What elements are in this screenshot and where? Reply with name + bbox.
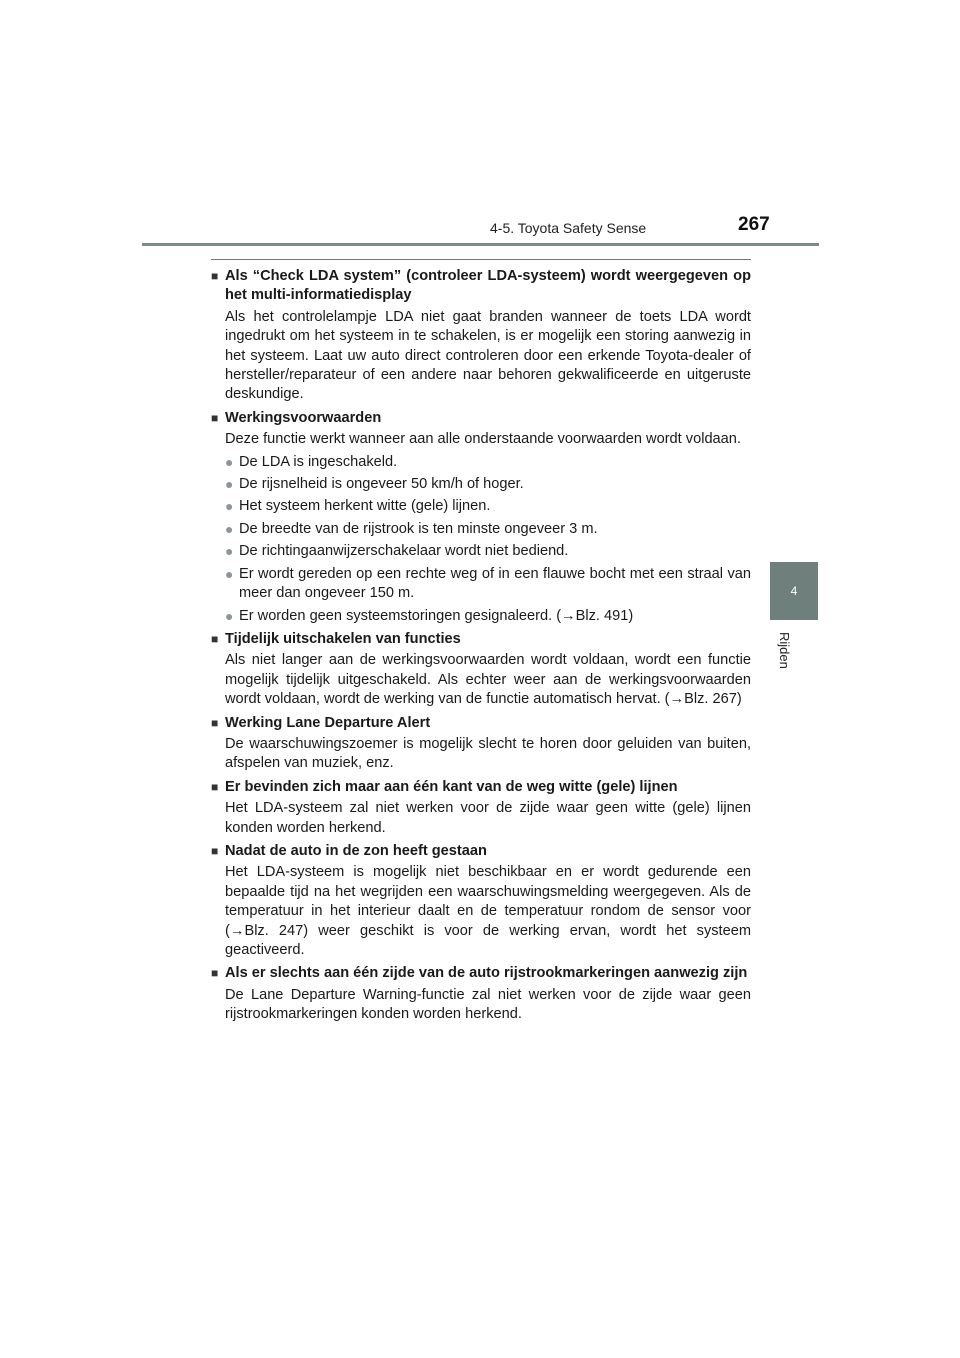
square-bullet-icon: ■ <box>211 410 219 425</box>
section-title: Nadat de auto in de zon heeft gestaan <box>225 842 487 859</box>
section-text: Als niet langer aan de werkingsvoorwaarden wordt voldaan, wordt een functie mogelijk tijdelijk uitgeschakeld. Als echter weer aan de werkingsvoorwaarden wordt voldaan, wordt de werking van de functie automatisch hervat. (→Blz. 267) <box>225 652 751 708</box>
section-item <box>211 964 751 1024</box>
header-section-title: 4-5. Toyota Safety Sense <box>490 220 647 236</box>
dot-bullet-icon: ● <box>225 607 234 624</box>
list-item: ● De breedte van de rijstrook is ten minste ongeveer 3 m. <box>225 520 751 539</box>
list-item: ● De richtingaanwijzerschakelaar wordt niet bediend. <box>225 542 751 561</box>
square-bullet-icon: ■ <box>211 269 219 283</box>
header-divider <box>142 243 819 246</box>
dot-bullet-icon: ● <box>225 498 234 515</box>
chapter-tab-number: 4 <box>790 584 798 598</box>
content-divider <box>211 259 751 260</box>
square-bullet-icon: ■ <box>211 631 219 646</box>
list-item: ● Er wordt gereden op een rechte weg of in een flauwe bocht met een straal van meer dan ongeveer 150 m. <box>225 565 751 604</box>
section-title: Werkingsvoorwaarden <box>225 409 382 426</box>
dot-bullet-icon: ● <box>225 476 234 493</box>
section-item <box>211 778 751 838</box>
list-item: ● Het systeem herkent witte (gele) lijnen. <box>225 497 751 516</box>
chapter-tab[interactable] <box>770 562 818 620</box>
section-text: De waarschuwingszoemer is mogelijk slecht te horen door geluiden van buiten, afspelen van muziek, enz. <box>225 735 751 772</box>
section-text: De Lane Departure Warning-functie zal niet werken voor de zijde waar geen rijstrookmarkeringen konden worden herkend. <box>225 986 751 1023</box>
list-item: ● De LDA is ingeschakeld. <box>225 453 751 472</box>
section-title: Als “Check LDA system” (controleer LDA-systeem) wordt weergegeven op het multi-informatiedisplay <box>225 268 751 304</box>
section-item <box>211 267 751 405</box>
dot-bullet-icon: ● <box>225 565 234 582</box>
section-item <box>211 409 751 626</box>
list-item: ● De rijsnelheid is ongeveer 50 km/h of hoger. <box>225 475 751 494</box>
section-title: Tijdelijk uitschakelen van functies <box>225 630 461 647</box>
square-bullet-icon: ■ <box>211 715 219 730</box>
section-text: Deze functie werkt wanneer aan alle onderstaande voorwaarden wordt voldaan. <box>225 431 741 448</box>
section-title: Werking Lane Departure Alert <box>225 714 431 731</box>
section-item <box>211 630 751 710</box>
section-title: Als er slechts aan één zijde van de auto rijstrookmarkeringen aanwezig zijn <box>225 965 748 982</box>
chapter-tab-label: Rijden <box>777 632 792 669</box>
dot-bullet-icon: ● <box>225 520 234 537</box>
square-bullet-icon: ■ <box>211 779 219 794</box>
section-text: Het LDA-systeem is mogelijk niet beschikbaar en er wordt gedurende een bepaalde tijd na het wegrijden een waarschuwingsmelding weergegeven. Als de temperatuur in het interieur daalt en de temperatuur rondom de sensor voor (→Blz. 247) weer geschikt is voor de werking ervan, wordt het systeem geactiveerd. <box>225 864 751 958</box>
section-text: Het LDA-systeem zal niet werken voor de zijde waar geen witte (gele) lijnen konden worden herkend. <box>225 800 751 836</box>
section-text: Als het controlelampje LDA niet gaat branden wanneer de toets LDA wordt ingedrukt om het systeem in te schakelen, is er mogelijk een storing aanwezig in het systeem. Laat uw auto direct controleren door een erkende Toyota-dealer of hersteller/reparateur of een andere naar behoren gekwalificeerde en uitgeruste deskundige. <box>225 308 751 403</box>
square-bullet-icon: ■ <box>211 966 219 981</box>
page-content <box>211 263 751 1025</box>
page-number: 267 <box>738 214 770 235</box>
section-item <box>211 714 751 774</box>
square-bullet-icon: ■ <box>211 843 219 858</box>
list-item: ● Er worden geen systeemstoringen gesignaleerd. (→Blz. 491) <box>225 607 751 626</box>
section-item <box>211 842 751 960</box>
dot-bullet-icon: ● <box>225 453 234 470</box>
section-title: Er bevinden zich maar aan één kant van de weg witte (gele) lijnen <box>225 778 678 795</box>
dot-bullet-icon: ● <box>225 543 234 560</box>
